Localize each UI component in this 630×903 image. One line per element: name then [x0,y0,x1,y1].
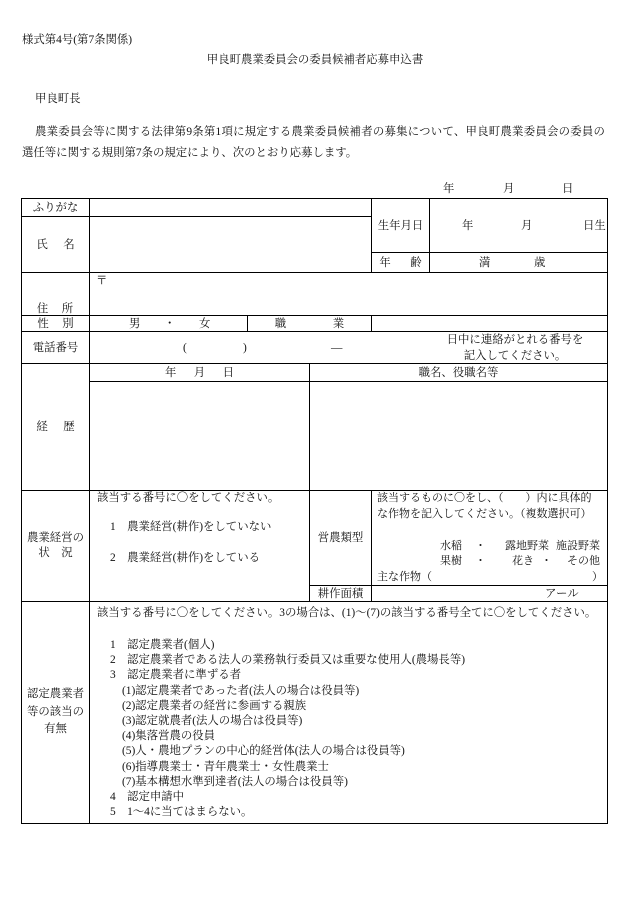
crop-other: その他 [567,555,600,567]
certified-farmer-options-list [110,638,465,820]
phone-label-cell [22,332,90,364]
furigana-label: ふりがな [32,201,79,214]
address-label-cell [22,273,90,316]
age-prefix: 満 [479,257,491,269]
postal-mark: 〒 [96,275,108,287]
intro-line-2: 選任等に関する規則第7条の規定により、次のとおり応募します。 [22,147,358,159]
crop-open-field-vegetables: 露地野菜 [505,540,549,552]
farming-type-field [372,491,608,586]
phone-close-paren: ) [243,342,247,354]
date-year-label: 年 [443,183,455,195]
farm-area-label-cell [310,586,372,602]
crop-flowers: 花き [512,555,534,567]
addressee: 甲良町長 [35,93,81,105]
sex-label-cell [22,316,90,332]
farming-type-label-cell [310,491,372,586]
crop-separator: ・ [475,555,486,567]
career-date-header-cell [90,364,310,382]
certified-option-3: 3 認定農業者に準ずる者 [110,669,241,682]
certified-farmer-label-line-3: 有無 [44,723,67,736]
farm-area-label: 耕作面積 [317,587,364,600]
certified-sub-option-6: (6)指導農業士・青年農業士・女性農業士 [122,760,329,773]
phone-label: 電話番号 [32,341,79,354]
certified-sub-option-3: (3)認定就農者(法人の場合は役員等) [122,715,303,728]
occupation-label: 職 業 [274,317,362,330]
occupation-label-cell [248,316,372,332]
age-label: 年 齢 [379,256,426,269]
sex-field [90,316,248,332]
birthdate-year-label: 年 [462,220,474,232]
address-label: 住 所 [36,303,75,315]
career-position-header-cell [310,364,608,382]
age-field [430,253,608,273]
crop-greenhouse-vegetables: 施設野菜 [556,540,600,552]
crop-fruit-trees: 果樹 [440,555,462,567]
certified-farmer-label-line-1: 認定農業者 [27,688,84,701]
certified-sub-option-7: (7)基本構想水準到達者(法人の場合は役員等) [122,775,348,788]
date-day-label: 日 [562,183,574,195]
farming-type-instruction-line-1: 該当するものに〇をし、（ ）内に具体的 [377,492,592,504]
farm-area-field [372,586,608,602]
certified-farmer-instruction: 該当する番号に〇をしてください。3の場合は、(1)～(7)の該当する番号全てに〇をしてください。 [97,607,597,619]
name-label-cell [22,217,90,273]
career-date-field [90,382,310,491]
career-position-field [310,382,608,491]
main-crops-label: 主な作物（ [377,571,432,583]
farm-area-unit: アール [545,588,579,600]
certified-farmer-label-cell [22,602,90,824]
phone-field [90,332,608,364]
birthdate-month-label: 月 [521,220,533,232]
sex-option-female: 女 [199,318,211,330]
farming-label-line-2: 状 況 [38,547,73,559]
document-title: 甲良町農業委員会の委員候補者応募申込書 [206,54,424,66]
farming-label-line-1: 農業経営の [27,532,84,544]
farming-option-farming: 2 農業経営(耕作)をしている [110,552,260,564]
phone-note-line-2: 記入してください。 [463,350,567,362]
certified-farmer-field [90,602,608,824]
certified-sub-option-5: (5)人・農地プランの中心的経営体(法人の場合は役員等) [122,745,405,758]
certified-option-1: 1 認定農業者(個人) [110,639,215,651]
certified-sub-option-4: (4)集落営農の役員 [122,730,216,743]
certified-sub-option-1: (1)認定農業者であった者(法人の場合は役員等) [122,684,360,697]
crop-separator: ・ [475,540,486,552]
address-field [90,273,608,316]
birthdate-label-cell [372,199,430,253]
crop-rice: 水稲 [440,540,462,552]
career-date-header: 年 月 日 [165,366,237,379]
phone-dash: — [331,342,343,354]
sex-option-male: 男 [129,318,141,330]
certified-sub-option-2: (2)認定農業者の経営に参画する親族 [122,699,307,712]
farming-type-label: 営農類型 [317,532,364,544]
farming-instruction: 該当する番号に〇をしてください。 [97,492,280,504]
certified-option-4: 4 認定申請中 [110,791,185,804]
age-suffix: 歳 [534,257,546,269]
birthdate-field [430,199,608,253]
application-form-table [21,198,608,824]
career-position-header: 職名、役職名等 [418,366,499,379]
form-number: 様式第4号(第7条関係) [22,34,133,46]
occupation-field [372,316,608,332]
career-label: 経 歴 [36,421,77,433]
furigana-label-cell [22,199,90,217]
intro-line-1: 農業委員会等に関する法律第9条第1項に規定する農業委員候補者の募集について、甲良町農業委員会の委員の [35,126,606,138]
date-month-label: 月 [503,183,515,195]
sex-option-separator: ・ [164,318,176,330]
age-label-cell [372,253,430,273]
furigana-field [90,199,372,217]
phone-note-line-1: 日中に連絡がとれる番号を [446,334,584,346]
name-label: 氏 名 [36,238,77,251]
certified-farmer-label-line-2: 等の該当の [27,705,84,718]
career-label-cell [22,364,90,491]
crop-separator: ・ [541,555,552,567]
sex-label: 性 別 [37,317,75,330]
phone-open-paren: ( [183,342,187,354]
farming-type-instruction-line-2: な作物を記入してください。（複数選択可） [377,508,592,520]
main-crops-close-paren: ） [592,571,603,583]
farming-label-cell [22,491,90,602]
certified-option-5: 5 1～4に当てはまらない。 [110,806,253,819]
birthdate-day-label: 日生 [583,220,606,232]
name-field [90,217,372,273]
farming-status-field [90,491,310,602]
birthdate-label: 生年月日 [377,219,424,232]
farming-option-not-farming: 1 農業経営(耕作)をしていない [110,521,272,533]
certified-option-2: 2 認定農業者である法人の業務執行委員又は重要な使用人(農場長等) [110,654,466,667]
